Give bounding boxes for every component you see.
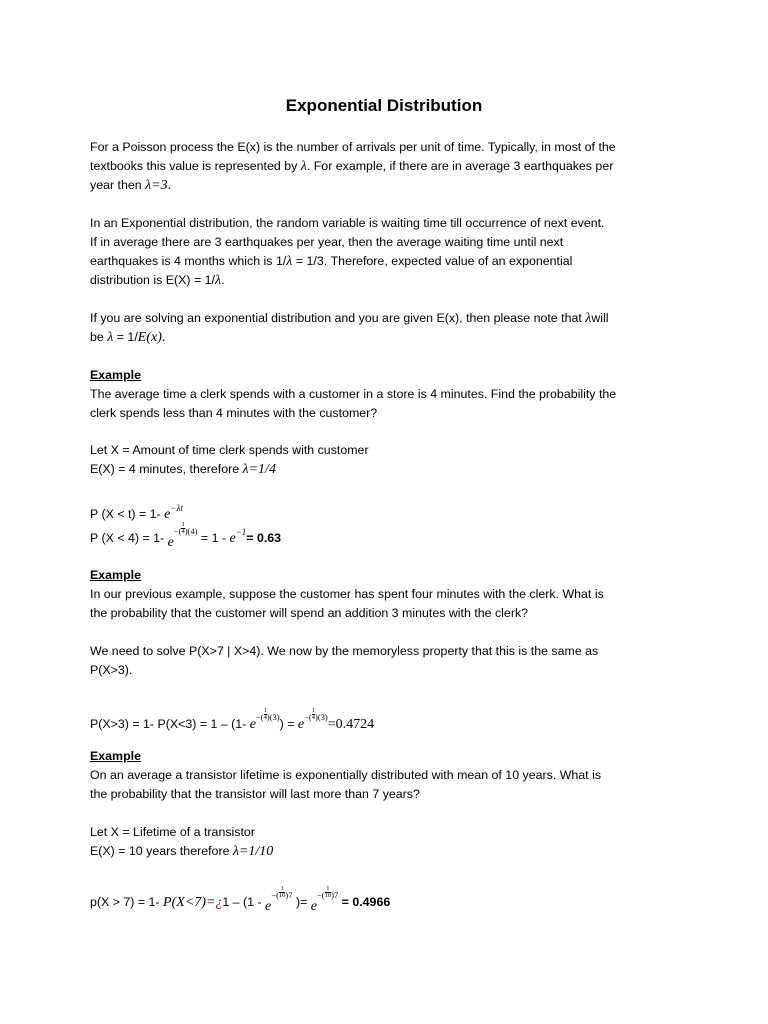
text-line: . For example, if there are in average 3 earthquakes per <box>306 159 614 173</box>
example-2-setup <box>90 642 690 680</box>
denominator: 10 <box>278 892 286 899</box>
example-2-block <box>90 566 690 623</box>
lambda-symbol: λ <box>107 330 114 345</box>
exponent: )(3) <box>315 712 328 722</box>
result: = 0.4966 <box>338 895 391 909</box>
formula-example-1 <box>90 522 690 552</box>
text-line: = 1/3. Therefore, expected value of an exponential <box>292 254 573 268</box>
math-e: e <box>229 531 236 546</box>
numerator: 1 <box>263 707 267 714</box>
text-line: For a Poisson process the E(x) is the number of arrivals per unit of time. Typically, in most of the <box>90 140 616 154</box>
example-heading: Example <box>90 749 141 763</box>
text-line: If you are solving an exponential distribution and you are given E(x), then please note that <box>90 311 586 325</box>
text-line: year then <box>90 178 146 192</box>
exponent: − <box>271 890 277 900</box>
text-line: textbooks this value is represented by <box>90 159 301 173</box>
numerator: 1 <box>326 885 330 892</box>
lambda-symbol: λ <box>585 311 592 326</box>
text-line: If in average there are 3 earthquakes per year, then the average waiting time until next <box>90 235 564 249</box>
paragraph-note <box>90 309 690 347</box>
text-line: P(X>3). <box>90 663 133 677</box>
text-line: Let X = Lifetime of a transistor <box>90 825 255 839</box>
example-3-setup <box>90 823 690 861</box>
result: =0.4724 <box>327 717 375 732</box>
period: . <box>167 178 172 193</box>
page-title: Exponential Distribution <box>285 96 483 115</box>
math-e: e <box>310 899 317 914</box>
lambda-symbol: λ <box>215 273 222 288</box>
text-line: be <box>90 330 108 344</box>
text-line: = 1/ <box>113 330 138 344</box>
text-line: We need to solve P(X>7 | X>4). We now by the memoryless property that this is the same as <box>90 644 599 658</box>
exponent: ( <box>308 712 312 722</box>
exponent: − <box>256 712 261 722</box>
denominator: 4 <box>181 528 185 535</box>
text-line: the probability that the transistor will last more than 7 years? <box>90 787 420 801</box>
exponent: )(3) <box>266 712 280 722</box>
exponent: )(4) <box>184 526 198 536</box>
text-line: P(X>3) = 1- P(X<3) = 1 – (1- <box>90 717 250 731</box>
text-line: 1 – (1 - <box>222 895 266 909</box>
example-heading: Example <box>90 368 141 382</box>
formula-cdf <box>90 499 690 524</box>
exponent: −λt <box>170 503 183 513</box>
math-e: e <box>265 899 272 914</box>
text-line: = 1 - <box>197 531 230 545</box>
exponent: ( <box>321 890 325 900</box>
denominator: 10 <box>324 892 332 899</box>
numerator: 1 <box>280 885 284 892</box>
math-e: e <box>167 535 174 550</box>
math-expression: λ=1/4 <box>242 462 276 477</box>
text-line: p(X > 7) = 1- <box>90 895 164 909</box>
text-line: . <box>221 273 225 287</box>
paragraph-exponential <box>90 214 690 290</box>
exponent: ( <box>276 890 279 900</box>
math-e: e <box>164 507 171 522</box>
text-line: E(X) = 4 minutes, therefore <box>90 462 243 476</box>
exponent: −1 <box>235 527 247 537</box>
text-line: distribution is E(X) = 1/ <box>90 273 215 287</box>
exponent: )7 <box>331 890 339 900</box>
render-glitch-symbol: ¿ <box>215 895 223 910</box>
formula-example-3 <box>90 886 690 916</box>
example-1-block <box>90 366 690 423</box>
lambda-symbol: λ <box>300 159 307 174</box>
numerator: 1 <box>311 707 315 714</box>
math-expression: E(x) <box>137 330 162 345</box>
text-line: earthquakes is 4 months which is 1/ <box>90 254 287 268</box>
formula-example-2 <box>90 708 690 734</box>
text-line: ) = <box>279 717 298 731</box>
denominator: 4 <box>311 714 315 721</box>
math-expression: P(X<7)= <box>163 895 216 910</box>
text-line: )= <box>292 895 311 909</box>
text-line: On an average a transistor lifetime is exponentially distributed with mean of 10 years. What is <box>90 768 602 782</box>
text-line: In our previous example, suppose the customer has spent four minutes with the clerk. What is <box>90 587 604 601</box>
numerator: 1 <box>181 521 185 528</box>
example-heading: Example <box>90 568 141 582</box>
lambda-symbol: λ <box>286 254 293 269</box>
period: . <box>161 330 166 345</box>
text-line: E(X) = 10 years therefore <box>90 844 233 858</box>
example-3-block <box>90 747 690 804</box>
text-line: P (X < 4) = 1- <box>90 531 168 545</box>
exponent: − <box>173 526 179 536</box>
exponent: ( <box>260 712 264 722</box>
exponent: )7 <box>285 890 293 900</box>
text-line: clerk spends less than 4 minutes with the customer? <box>90 406 378 420</box>
text-line: P (X < t) = 1- <box>90 507 165 521</box>
exponent: − <box>316 890 322 900</box>
exponent: − <box>304 712 309 722</box>
text-line: will <box>591 311 609 325</box>
denominator: 4 <box>263 714 267 721</box>
example-1-setup <box>90 441 690 479</box>
text-line: Let X = Amount of time clerk spends with customer <box>90 443 369 457</box>
exponent: ( <box>178 526 182 536</box>
math-e: e <box>249 717 256 732</box>
math-expression: λ=3 <box>145 178 168 193</box>
math-expression: λ=1/10 <box>232 844 274 859</box>
paragraph-poisson <box>90 138 690 195</box>
text-line: The average time a clerk spends with a customer in a store is 4 minutes. Find the probability the <box>90 387 617 401</box>
text-line: In an Exponential distribution, the random variable is waiting time till occurrence of next event. <box>90 216 605 230</box>
result: = 0.63 <box>246 531 282 545</box>
math-e: e <box>297 717 305 732</box>
text-line: the probability that the customer will spend an addition 3 minutes with the clerk? <box>90 606 529 620</box>
